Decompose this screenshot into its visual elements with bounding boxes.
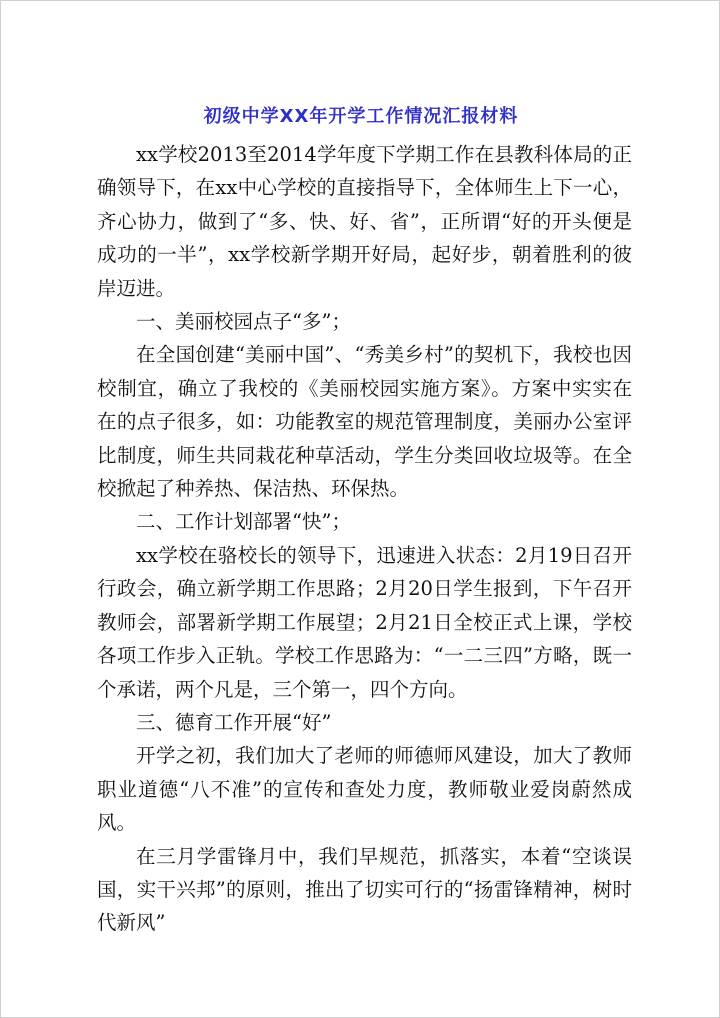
section-heading-2: 二、工作计划部署“快”；	[136, 510, 351, 534]
section-3-paragraph-2: 在三月学雷锋月中，我们早规范，抓落实，本着“空谈误国，实干兴邦”的原则，推出了切实可行的“扬雷锋精神，树时代新风”	[97, 844, 632, 935]
section-3-paragraph-1: 开学之初，我们加大了老师的师德师风建设，加大了教师职业道德“八不准”的宣传和查处力度，教师敬业爱岗蔚然成风。	[97, 744, 632, 835]
intro-paragraph: xx学校2013至2014学年度下学期工作在县教科体局的正确领导下，在xx中心学校的直接指导下，全体师生上下一心，齐心协力，做到了“多、快、好、省”，正所谓“好的开头便是成功的一半”，xx学校新学期开好局，起好步，朝着胜利的彼岸迈进。	[97, 143, 632, 300]
section-heading-1: 一、美丽校园点子“多”；	[136, 310, 351, 334]
section-heading-3: 三、德育工作开展“好”	[136, 710, 332, 734]
document-title: 初级中学XX年开学工作情况汇报材料	[203, 106, 519, 127]
document-body	[97, 138, 632, 940]
section-2-paragraph: xx学校在骆校长的领导下，迅速进入状态：2月19日召开行政会，确立新学期工作思路；2月20日学生报到，下午召开教师会，部署新学期工作展望；2月21日全校正式上课，学校各项工作步入正轨。学校工作思路为：“一二三四”方略，既一个承诺，两个凡是，三个第一，四个方向。	[97, 543, 632, 701]
section-1-paragraph: 在全国创建“美丽中国”、“秀美乡村”的契机下，我校也因校制宜，确立了我校的《美丽校园实施方案》。方案中实实在在的点子很多，如：功能教室的规范管理制度，美丽办公室评比制度，师生共同栽花种草活动，学生分类回收垃圾等。在全校掀起了种养热、保洁热、环保热。	[97, 343, 632, 501]
